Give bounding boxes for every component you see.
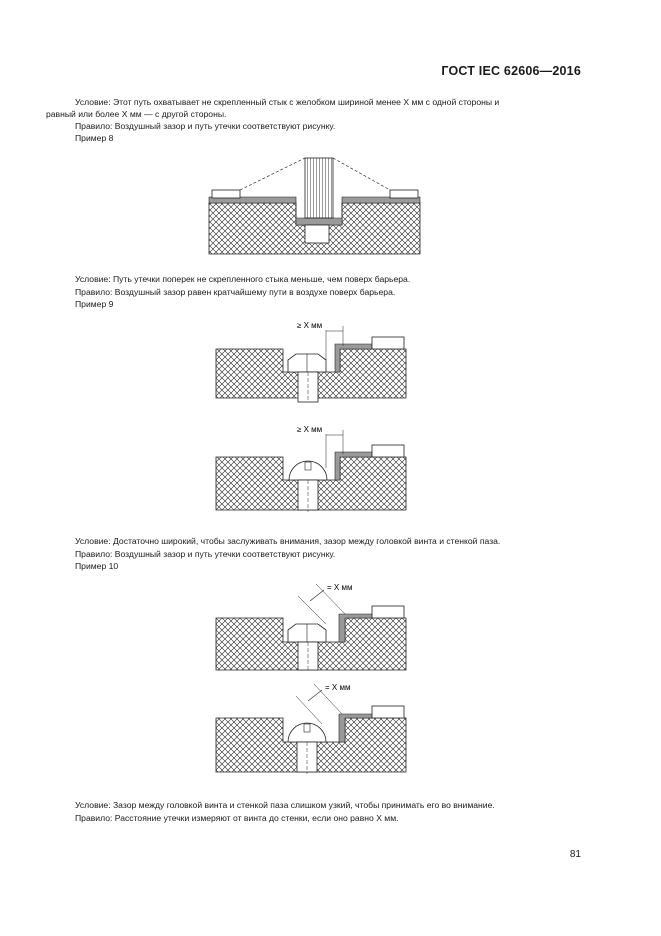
- condition-text-1-cont: равный или более X мм — с другой стороны.: [46, 109, 227, 119]
- dimension-line: [310, 590, 324, 601]
- example-10-label: Пример 10: [75, 561, 119, 571]
- barrier-part: [372, 445, 404, 457]
- rule-text-3: Правило: Воздушный зазор и путь утечки соответствуют рисунку.: [75, 549, 336, 559]
- screw-slot: [305, 462, 311, 470]
- dimension-label-top: = X мм: [327, 583, 353, 592]
- left-part: [212, 190, 240, 198]
- screw-body: [305, 158, 333, 218]
- dimension-label-bottom: = X мм: [325, 683, 351, 692]
- screw-slot: [304, 724, 310, 732]
- example-10-figure-top: [0, 576, 661, 676]
- page-number: 81: [569, 849, 581, 860]
- rule-text-1: Правило: Воздушный зазор и путь утечки соответствуют рисунку.: [75, 121, 336, 131]
- example-10-figure-bottom: [0, 680, 661, 780]
- dimension-line: [308, 690, 322, 701]
- condition-text-1: Условие: Этот путь охватывает не скрепленный стык с желобком шириной менее X мм с одной стороны и: [75, 97, 500, 107]
- example-8-label: Пример 8: [75, 133, 114, 143]
- barrier-part: [372, 706, 404, 718]
- rule-text-2: Правило: Воздушный зазор равен кратчайшему пути в воздухе поверх барьера.: [75, 287, 396, 297]
- rule-text-4: Правило: Расстояние утечки измеряют от винта до стенки, если оно равно X мм.: [75, 813, 399, 823]
- example-9-figure-top: [0, 312, 661, 407]
- example-9-label: Пример 9: [75, 299, 114, 309]
- example-8-figure: [0, 150, 661, 260]
- condition-text-4: Условие: Зазор между головкой винта и стенкой паза слишком узкий, чтобы принимать его во внимание.: [75, 800, 495, 810]
- dimension-label-top: ≥ X мм: [297, 321, 323, 330]
- document-header: ГОСТ IEC 62606—2016: [441, 64, 581, 78]
- right-part: [390, 190, 418, 198]
- barrier-part: [372, 337, 404, 349]
- example-9-figure-bottom: [0, 420, 661, 520]
- dimension-label-bottom: ≥ X мм: [297, 425, 323, 434]
- condition-text-2: Условие: Путь утечки поперек не скрепленного стыка меньше, чем поверх барьера.: [75, 274, 411, 284]
- condition-text-3: Условие: Достаточно широкий, чтобы заслуживать внимания, зазор между головкой винта и стенкой паза.: [75, 536, 501, 546]
- screw-end: [305, 225, 329, 243]
- barrier-part: [372, 606, 404, 618]
